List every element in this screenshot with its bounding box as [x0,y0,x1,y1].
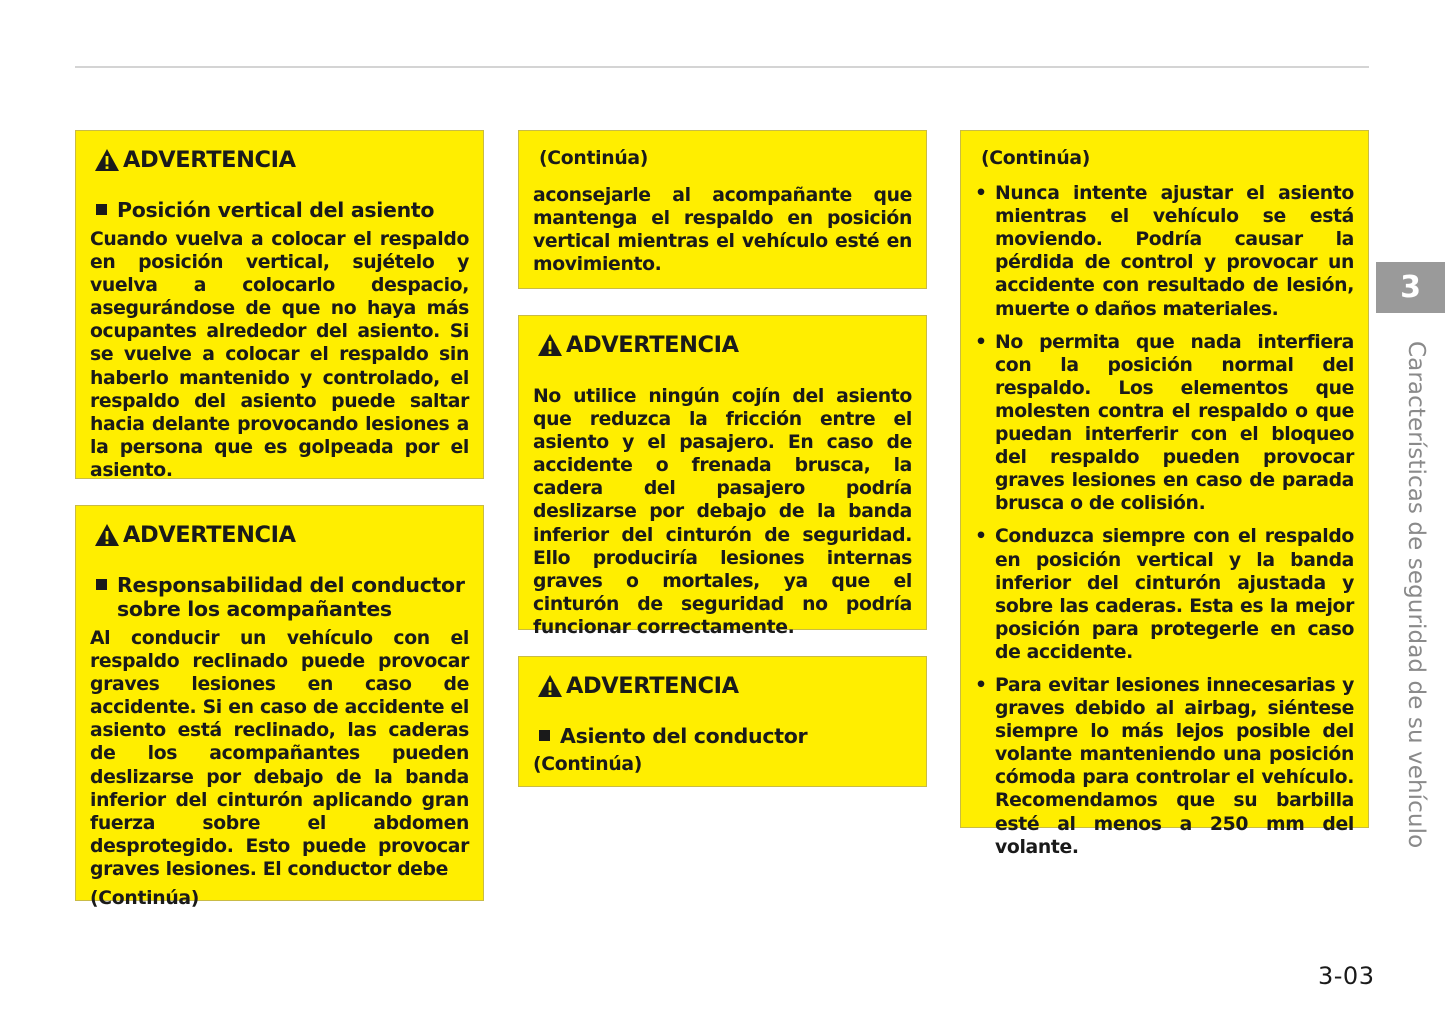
continued-label: (Continúa) [533,754,643,775]
continued-label: (Continúa) [90,888,200,910]
warning-box-seat-cushion [518,315,927,638]
section-subheading: Asiento del conductor [533,724,912,748]
header-rule [75,66,1369,68]
list-item: • Nunca intente ajustar el asiento mientras el vehículo se está moviendo. Podría causar la pérdida de control y provocar un accidente con resultado de lesión, muerte o daños materiales. [975,182,1354,321]
square-bullet-icon [96,204,107,215]
warning-triangle-icon [537,674,563,698]
warning-heading: ADVERTENCIA [94,146,469,174]
warning-triangle-icon [94,523,120,547]
square-bullet-icon [539,730,550,741]
warning-triangle-icon [537,333,563,357]
warning-body: Cuando vuelva a colocar el respaldo en posición vertical, sujételo y vuelva a colocarlo despacio, asegurándose de que no haya más ocupantes alrededor del asiento. Si se vuelve a colocar el respaldo sin haberlo mantenido y controlado, el respaldo del asiento puede saltar hacia delante provocando lesiones a la persona que es golpeada por el asiento. [90,229,469,481]
warning-box-seat-upright [75,130,484,479]
continued-label: (Continúa) [981,148,1091,169]
warning-heading: ADVERTENCIA [537,672,912,700]
list-item: • Para evitar lesiones innecesarias y graves debido al airbag, siéntese siempre lo más lejos posible del volante manteniendo una posición cómoda para controlar el vehículo. Recomendamos que su barbilla esté al menos a 250 mm del volante. [975,674,1354,859]
page-number: 3-03 [1318,962,1375,990]
warning-heading: ADVERTENCIA [94,521,469,549]
section-subheading: Responsabilidad del conductor sobre los acompañantes [90,573,469,621]
list-item: • No permita que nada interfiera con la posición normal del respaldo. Los elementos que molesten contra el respaldo o que puedan interferir con el bloqueo del respaldo pueden provocar graves lesiones en caso de parada brusca o de colisión. [975,331,1354,516]
warning-box-driver-responsibility [75,505,484,910]
warning-bullet-list [975,182,1354,859]
chapter-title: Características de seguridad de su vehículo [1403,341,1429,849]
square-bullet-icon [96,579,107,590]
chapter-tab: 3 [1376,262,1445,313]
warning-box-continued [518,130,927,289]
warning-heading: ADVERTENCIA [537,331,912,359]
warning-triangle-icon [94,148,120,172]
warning-body: aconsejarle al acompañante que mantenga el respaldo en posición vertical mientras el vehículo esté en movimiento. [533,185,912,276]
warning-box-driver-seat [518,656,927,787]
continued-label: (Continúa) [539,148,649,169]
list-item: • Conduzca siempre con el respaldo en posición vertical y la banda inferior del cinturón ajustada y sobre las caderas. Esta es la mejor posición para protegerle en caso de accidente. [975,525,1354,664]
warning-box-driver-seat-continued [960,130,1369,858]
warning-body: Al conducir un vehículo con el respaldo reclinado puede provocar graves lesiones en caso de accidente. Si en caso de accidente el asiento está reclinado, las caderas de los acompañantes pueden deslizarse por debajo de la banda inferior del cinturón aplicando gran fuerza sobre el abdomen desprotegido. Esto puede provocar graves lesiones. El conductor debe [90,628,469,880]
warning-body: No utilice ningún cojín del asiento que reduzca la fricción entre el asiento y el pasajero. En caso de accidente o frenada brusca, la cadera del pasajero podría deslizarse por debajo de la banda inferior del cinturón de seguridad. Ello produciría lesiones internas graves o mortales, ya que el cinturón de seguridad no podría funcionar correctamente. [533,386,912,638]
section-subheading: Posición vertical del asiento [90,198,469,222]
